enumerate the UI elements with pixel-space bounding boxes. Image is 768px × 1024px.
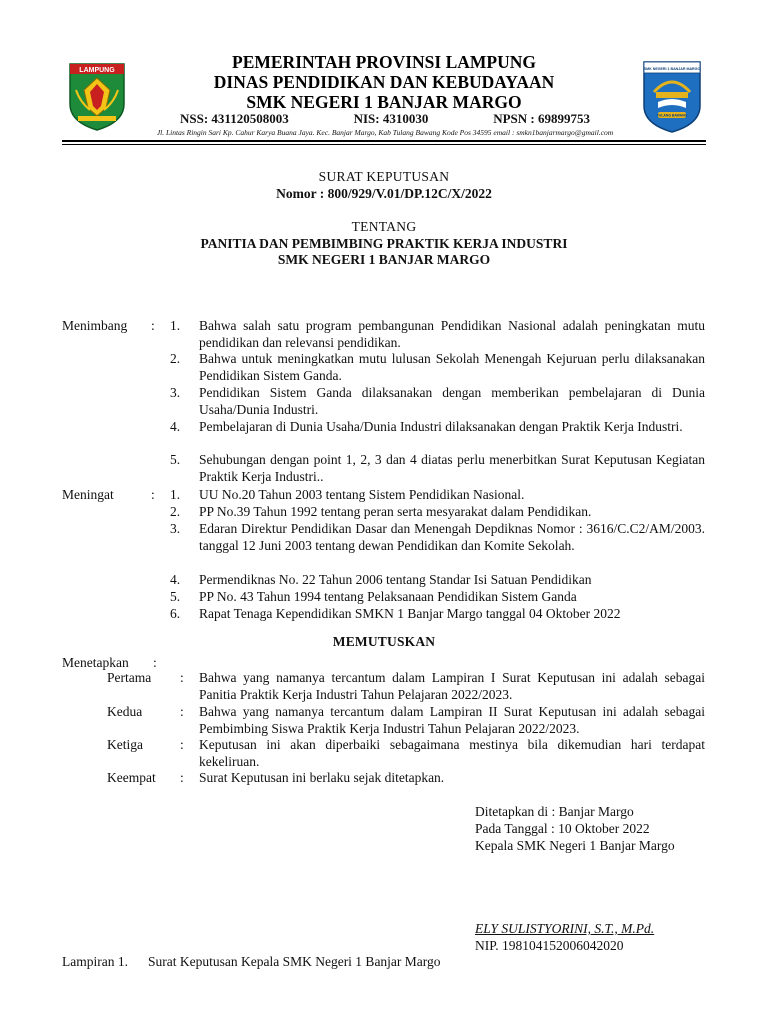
meningat-num: 1.: [170, 487, 181, 502]
attachment-text: Surat Keputusan Kepala SMK Negeri 1 Banjar Margo: [147, 954, 441, 969]
meningat-item: UU No.20 Tahun 2003 tentang Sistem Pendidikan Nasional.: [199, 487, 525, 502]
menimbang-item: Bahwa salah satu program pembangunan Pendidikan Nasional adalah peningkatan mutu pendidikan dan relevansi pendidikan.: [199, 318, 705, 350]
decision-text-kedua: Bahwa yang namanya tercantum dalam Lampiran II Surat Keputusan ini adalah sebagai Pembimbing Siswa Praktik Kerja Industri Tahun Pelajaran 2022/2023.: [199, 704, 705, 736]
meningat-item: Edaran Direktur Pendidikan Dasar dan Menengah Depdiknas Nomor : 3616/C.C2/AM/2003. tanggal 12 Juni 2003 tentang dewan Pendidikan dan Komite Sekolah.: [199, 521, 705, 553]
menimbang-item: Pendidikan Sistem Ganda dilaksanakan dengan memberikan pembelajaran di Dunia Usaha/Dunia Industri.: [199, 385, 705, 417]
letterhead-ids: [180, 111, 590, 127]
attachment-line: [62, 954, 441, 970]
subject-heading: TENTANG: [351, 219, 417, 234]
menimbang-label: Menimbang: [62, 318, 128, 333]
signature-position: Kepala SMK Negeri 1 Banjar Margo: [475, 838, 675, 853]
menimbang-num: 2.: [170, 351, 181, 366]
document-title: SURAT KEPUTUSAN: [318, 169, 450, 184]
menimbang-num: 4.: [170, 419, 181, 434]
meningat-num: 2.: [170, 504, 181, 519]
decision-text-pertama: Bahwa yang namanya tercantum dalam Lampiran I Surat Keputusan ini adalah sebagai Panitia Praktik Kerja Industri Tahun Pelajaran 2022/2023.: [199, 670, 705, 702]
decision-text-keempat: Surat Keputusan ini berlaku sejak ditetapkan.: [199, 770, 445, 785]
letterhead-rule-thick: [62, 140, 706, 142]
decision-text-ketiga: Keputusan ini akan diperbaiki sebagaimana mestinya bila dikemudian hari terdapat kekeliruan.: [199, 737, 705, 769]
meningat-colon: :: [151, 487, 155, 502]
menimbang-item: Pembelajaran di Dunia Usaha/Dunia Industri dilaksanakan dengan Praktik Kerja Industri.: [199, 419, 683, 434]
decision-label-keempat: Keempat: [107, 770, 156, 785]
subject-line1: PANITIA DAN PEMBIMBING PRAKTIK KERJA INDUSTRI: [200, 236, 568, 251]
letterhead-address: Jl. Lintas Ringin Sari Kp. Cahur Karya Buana Jaya. Kec. Banjar Margo, Kab Tulang Bawang Kode Pos 34595 email : smkn1banjarmargo@gmail.com: [156, 128, 614, 137]
menimbang-num: 3.: [170, 385, 181, 400]
menimbang-num: 5.: [170, 452, 181, 467]
decision-label-ketiga: Ketiga: [107, 737, 143, 752]
logo-right-text: SMK NEGERI 1 BANJAR MARGO: [643, 67, 701, 71]
signature-date: Pada Tanggal : 10 Oktober 2022: [475, 821, 650, 836]
menimbang-item: Bahwa untuk meningkatkan mutu lulusan Sekolah Menengah Kejuruan perlu dilaksanakan Pendidikan Sistem Ganda.: [199, 351, 705, 383]
subject-line2: SMK NEGERI 1 BANJAR MARGO: [277, 252, 491, 267]
decision-colon: :: [180, 737, 184, 752]
meningat-num: 5.: [170, 589, 181, 604]
signatory-nip: NIP. 198104152006042020: [475, 938, 624, 953]
decision-label-pertama: Pertama: [107, 670, 152, 685]
signature-place: Ditetapkan di : Banjar Margo: [475, 804, 634, 819]
school-crest-logo: [640, 58, 704, 134]
meningat-num: 3.: [170, 521, 181, 536]
letterhead-nis: NIS: 4310030: [353, 111, 429, 126]
letterhead-npsn: NPSN : 69899753: [493, 111, 590, 126]
meningat-item: Rapat Tenaga Kependidikan SMKN 1 Banjar Margo tanggal 04 Oktober 2022: [199, 606, 621, 621]
letterhead-line2: DINAS PENDIDIKAN DAN KEBUDAYAAN: [213, 72, 555, 92]
decision-colon: :: [180, 670, 184, 685]
meningat-item: PP No.39 Tahun 1992 tentang peran serta mesyarakat dalam Pendidikan.: [199, 504, 592, 519]
letterhead-line3: SMK NEGERI 1 BANJAR MARGO: [246, 92, 522, 112]
menimbang-colon: :: [151, 318, 155, 333]
meningat-label: Meningat: [62, 487, 114, 502]
attachment-label: Lampiran 1.: [62, 954, 128, 969]
menetapkan-colon: :: [153, 655, 157, 670]
decision-colon: :: [180, 704, 184, 719]
meningat-num: 6.: [170, 606, 181, 621]
meningat-num: 4.: [170, 572, 181, 587]
decision-label-kedua: Kedua: [107, 704, 143, 719]
meningat-item: Permendiknas No. 22 Tahun 2006 tentang Standar Isi Satuan Pendidikan: [199, 572, 592, 587]
logo-right-motto: TULANG BAWANG: [656, 113, 688, 118]
letterhead-line1: PEMERINTAH PROVINSI LAMPUNG: [232, 52, 536, 72]
decision-colon: :: [180, 770, 184, 785]
decision-heading: MEMUTUSKAN: [332, 634, 436, 649]
document-number: Nomor : 800/929/V.01/DP.12C/X/2022: [276, 186, 492, 201]
lampung-province-logo: [66, 60, 128, 132]
meningat-item: PP No. 43 Tahun 1994 tentang Pelaksanaan Pendidikan Sistem Ganda: [199, 589, 577, 604]
logo-left-text: LAMPUNG: [79, 67, 115, 74]
menimbang-item: Sehubungan dengan point 1, 2, 3 dan 4 diatas perlu menerbitkan Surat Keputusan Kegiatan Praktik Kerja Industri..: [199, 452, 705, 484]
menimbang-num: 1.: [170, 318, 181, 333]
signatory-name: ELY SULISTYORINI, S.T., M.Pd.: [475, 921, 655, 936]
menetapkan-label: Menetapkan: [62, 655, 129, 670]
letterhead-nss: NSS: 431120508003: [180, 111, 289, 126]
letterhead-rule-thin: [62, 144, 706, 145]
